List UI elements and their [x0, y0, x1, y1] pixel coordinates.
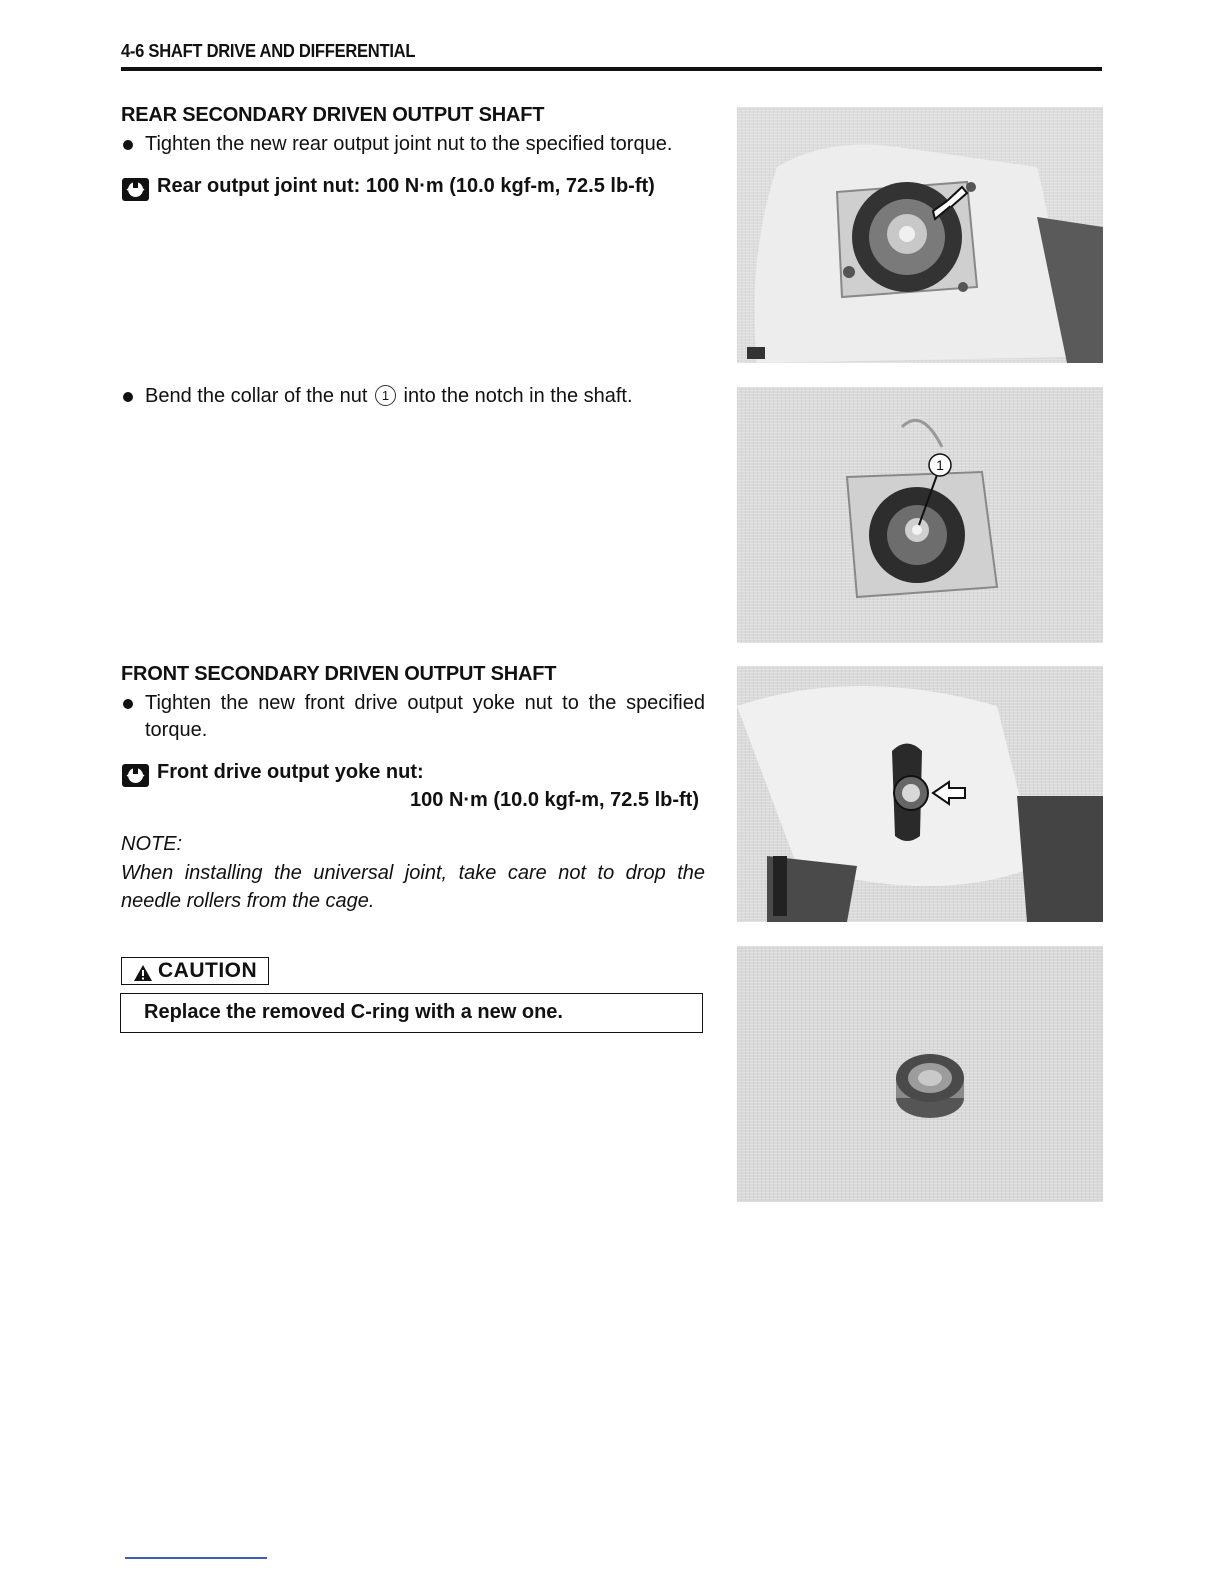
bullet-icon	[123, 392, 133, 402]
photo-rear-output-joint-nut	[737, 107, 1103, 363]
torque-wrench-icon	[121, 763, 150, 788]
front-yoke-illustration	[737, 666, 1103, 922]
front-section-heading: FRONT SECONDARY DRIVEN OUTPUT SHAFT	[121, 663, 557, 685]
rear-step-1-text: Tighten the new rear output joint nut to the specified torque.	[145, 133, 673, 155]
photo-front-yoke-nut	[737, 666, 1103, 922]
bullet-icon	[123, 699, 133, 709]
page-header-title: 4-6 SHAFT DRIVE AND DIFFERENTIAL	[121, 41, 416, 61]
rear-step-2-after: into the notch in the shaft.	[403, 385, 633, 407]
warning-triangle-icon	[133, 964, 153, 982]
torque-wrench-icon	[121, 177, 150, 202]
rear-section-heading: REAR SECONDARY DRIVEN OUTPUT SHAFT	[121, 104, 545, 126]
rear-torque-label: Rear output joint nut: 100 N·m (10.0 kgf-m, 72.5 lb-ft)	[157, 175, 655, 197]
rear-torque-spec	[121, 175, 705, 205]
c-ring-illustration	[737, 946, 1103, 1202]
collar-illustration	[737, 387, 1103, 643]
caution-label: CAUTION	[158, 959, 258, 982]
rear-step-2	[121, 383, 705, 410]
item-marker-1: 1	[375, 385, 396, 406]
rear-step-1	[121, 131, 705, 158]
front-step-1-text: Tighten the new front drive output yoke nut to the specified torque.	[145, 692, 705, 741]
rear-step-2-before: Bend the collar of the nut	[145, 385, 368, 407]
note-title: NOTE:	[121, 833, 183, 855]
front-torque-label: Front drive output yoke nut:	[157, 761, 424, 783]
caution-message: Replace the removed C-ring with a new one.	[144, 1001, 563, 1023]
front-step-1	[121, 690, 705, 744]
page-header	[121, 40, 1102, 71]
photo-bend-nut-collar	[737, 387, 1103, 643]
photo-callout-1: 1	[936, 457, 944, 473]
note-body: When installing the universal joint, take care not to drop the needle rollers from the cage.	[121, 862, 705, 912]
rear-step-2-text	[121, 383, 705, 410]
photo-c-ring	[737, 946, 1103, 1202]
footer-rule	[125, 1557, 267, 1559]
bullet-icon	[123, 140, 133, 150]
caution-tag	[121, 957, 269, 985]
rear-nut-illustration	[737, 107, 1103, 363]
front-torque-value: 100 N·m (10.0 kgf-m, 72.5 lb-ft)	[410, 789, 699, 811]
caution-message-box	[120, 993, 703, 1033]
front-torque-spec	[121, 761, 705, 819]
